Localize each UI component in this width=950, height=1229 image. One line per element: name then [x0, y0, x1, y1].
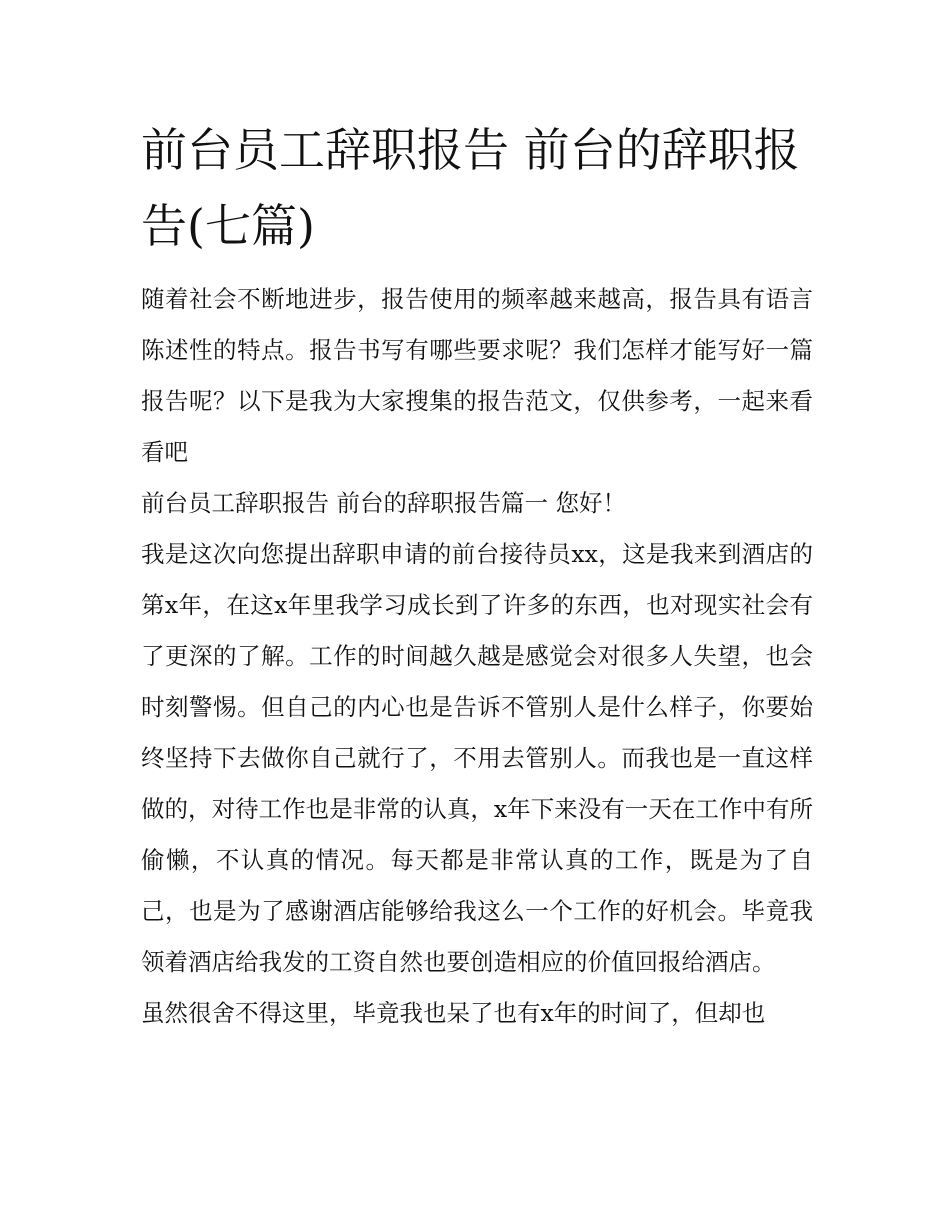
document-page: [141, 112, 813, 1039]
section-heading-paragraph: 前台员工辞职报告 前台的辞职报告篇一 您好！: [141, 489, 626, 517]
document-title: 前台员工辞职报告 前台的辞职报告(七篇): [141, 123, 800, 253]
body-paragraph-continued: 虽然很舍不得这里，毕竟我也呆了也有x年的时间了，但却也: [141, 999, 766, 1027]
body-paragraph: 我是这次向您提出辞职申请的前台接待员xx，这是我来到酒店的第x年，在这x年里我学习成长到了许多的东西，也对现实社会有了更深的了解。工作的时间越久越是感觉会对很多人失望，也会时刻警惕。但自己的内心也是告诉不管别人是什么样子，你要始终坚持下去做你自己就行了，不用去管别人。而我也是一直这样做的，对待工作也是非常的认真，x年下来没有一天在工作中有所偷懒，不认真的情况。每天都是非常认真的工作，既是为了自己，也是为了感谢酒店能够给我这么一个工作的好机会。毕竟我领着酒店给我发的工资自然也要创造相应的价值回报给酒店。: [141, 540, 813, 976]
intro-paragraph: 随着社会不断地进步，报告使用的频率越来越高，报告具有语言陈述性的特点。报告书写有哪些要求呢？我们怎样才能写好一篇报告呢？以下是我为大家搜集的报告范文，仅供参考，一起来看看吧: [141, 285, 813, 466]
